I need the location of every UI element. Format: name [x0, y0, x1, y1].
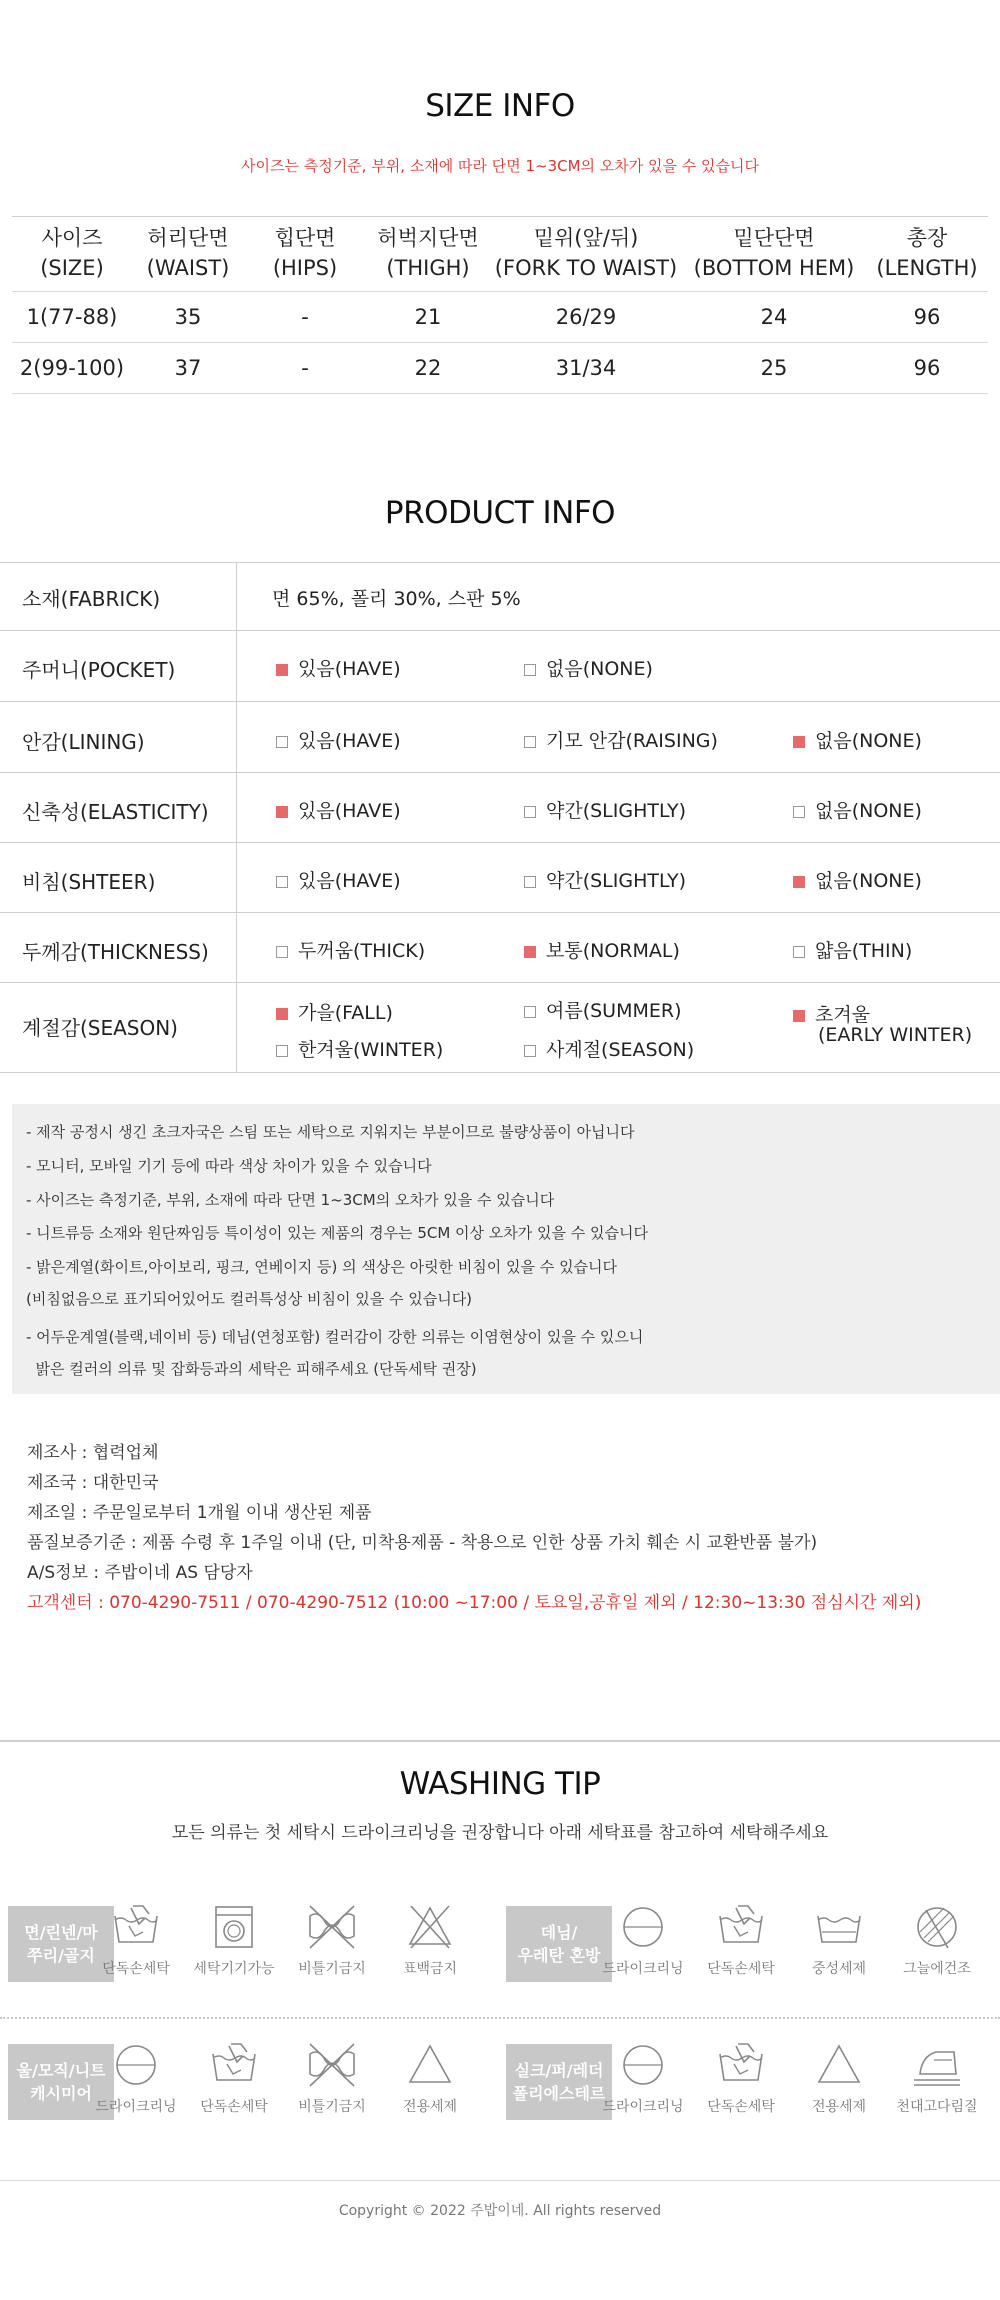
option-label: 약간(SLIGHTLY) [546, 870, 687, 892]
checkbox[interactable] [524, 946, 536, 958]
divider [236, 912, 237, 982]
row-label: 주머니(POCKET) [22, 658, 176, 682]
row-label: 두께감(THICKNESS) [22, 940, 209, 964]
size-table-header [12, 217, 988, 292]
table-cell: 37 [132, 343, 244, 394]
notice-line: - 어두운계열(블랙,네이비 등) 데님(연청포함) 컬러감이 강한 의류는 이염현상이 있을 수 있으니 [26, 1328, 644, 1346]
table-cell: 1(77-88) [12, 292, 132, 343]
option[interactable] [276, 726, 401, 753]
size-info-title: SIZE INFO [425, 88, 575, 124]
option[interactable] [524, 654, 653, 681]
option-label: 없음(NONE) [815, 730, 922, 752]
country: 제조국 : 대한민국 [27, 1473, 159, 1493]
early-winter-en: (EARLY WINTER) [818, 1024, 973, 1046]
col-header: 사이즈 (SIZE) [12, 217, 132, 292]
fabric-group-label: 울/모직/니트 캐시미어 [8, 2044, 114, 2120]
wash-instruction-label: 단독손세탁 [707, 1961, 775, 1977]
manufacturer: 제조사 : 협력업체 [27, 1443, 159, 1463]
option-summer[interactable]: 여름(SUMMER) [524, 996, 682, 1023]
wash-instruction [794, 2040, 884, 2116]
option[interactable] [793, 726, 922, 753]
wash-instruction [189, 1902, 279, 1978]
wash-instruction-label: 드라이크리닝 [95, 2099, 177, 2115]
notice-line: 밝은 컬러의 의류 및 잡화등과의 세탁은 피해주세요 (단독세탁 권장) [26, 1360, 477, 1378]
divider [236, 702, 237, 772]
checkbox[interactable] [524, 1006, 536, 1018]
divider [0, 1740, 1000, 1742]
season-row [0, 982, 1000, 1073]
wash-instruction-label: 비틀기금지 [298, 1961, 366, 1977]
wash-instruction [287, 2040, 377, 2116]
product-info-row [0, 842, 1000, 913]
hand-wash-icon [109, 1902, 163, 1952]
option[interactable] [276, 866, 401, 893]
no-bleach-icon [403, 1902, 457, 1952]
fabric-value: 면 65%, 폴리 30%, 스판 5% [272, 588, 521, 610]
checkbox[interactable] [793, 806, 805, 818]
product-info-row [0, 912, 1000, 983]
wash-instruction [794, 1902, 884, 1978]
divider [236, 842, 237, 912]
wash-instruction-label: 전용세제 [402, 2099, 458, 2115]
wash-instruction [598, 1902, 688, 1978]
col-header: 힙단면 (HIPS) [244, 217, 366, 292]
product-info-row [0, 702, 1000, 773]
table-cell: 25 [682, 343, 866, 394]
option-label: 보통(NORMAL) [546, 940, 680, 962]
checkbox[interactable] [276, 1008, 288, 1020]
neutral-detergent-icon [812, 1902, 866, 1952]
option-label: 없음(NONE) [815, 800, 922, 822]
option-label: 두꺼움(THICK) [298, 940, 426, 962]
wash-instruction [696, 2040, 786, 2116]
table-cell: - [244, 343, 366, 394]
checkbox[interactable] [793, 876, 805, 888]
table-cell: 21 [366, 292, 490, 343]
fabric-group-label: 실크/퍼/레더 폴리에스테르 [506, 2044, 612, 2120]
wash-instruction [385, 1902, 475, 1978]
option[interactable] [524, 726, 718, 753]
hand-wash-icon [207, 2040, 261, 2090]
notice-box [12, 1104, 1000, 1394]
size-info-note: 사이즈는 측정기준, 부위, 소재에 따라 단면 1~3CM의 오차가 있을 수 있습니다 [240, 157, 759, 175]
table-cell: 24 [682, 292, 866, 343]
divider [236, 772, 237, 842]
divider [236, 563, 237, 630]
as-info: A/S정보 : 주밥이네 AS 담당자 [27, 1563, 253, 1583]
option-label: 있음(HAVE) [298, 730, 401, 752]
dry-clean-icon [616, 1902, 670, 1952]
wash-instruction-label: 드라이크리닝 [602, 1961, 684, 1977]
washing-subtitle: 모든 의류는 첫 세탁시 드라이크리닝을 권장합니다 아래 세탁표를 참고하여 세탁해주세요 [171, 1823, 829, 1843]
divider [0, 2017, 1000, 2019]
row-label: 소재(FABRICK) [22, 587, 161, 611]
wash-instruction [598, 2040, 688, 2116]
divider [0, 2180, 1000, 2181]
shade-dry-icon [910, 1902, 964, 1952]
option-label: 없음(NONE) [546, 658, 653, 680]
copyright: Copyright © 2022 주밥이네. All rights reserved [338, 2203, 662, 2219]
table-cell: 22 [366, 343, 490, 394]
col-header: 총장 (LENGTH) [866, 217, 988, 292]
product-info-row [0, 630, 1000, 702]
checkbox[interactable] [793, 946, 805, 958]
hand-wash-icon [714, 1902, 768, 1952]
wash-instruction [696, 1902, 786, 1978]
table-cell: 31/34 [490, 343, 682, 394]
checkbox[interactable] [524, 876, 536, 888]
iron-over-cloth-icon [910, 2040, 964, 2090]
option[interactable] [276, 654, 401, 681]
wash-instruction [892, 1902, 982, 1978]
table-cell: 2(99-100) [12, 343, 132, 394]
wash-instruction [892, 2040, 982, 2116]
option-all-season[interactable]: 사계절(SEASON) [524, 1035, 694, 1062]
notice-line: - 사이즈는 측정기준, 부위, 소재에 따라 단면 1~3CM의 오차가 있을 수 있습니다 [26, 1191, 555, 1209]
checkbox[interactable] [276, 946, 288, 958]
row-label: 신축성(ELASTICITY) [22, 800, 209, 824]
option[interactable] [793, 796, 922, 823]
wash-instruction [91, 1902, 181, 1978]
checkbox[interactable] [276, 876, 288, 888]
option[interactable] [524, 866, 686, 893]
option-label: 기모 안감(RAISING) [546, 730, 718, 752]
checkbox[interactable] [793, 736, 805, 748]
table-cell: 96 [866, 292, 988, 343]
wash-instruction-label: 단독손세탁 [707, 2099, 775, 2115]
wash-instruction-label: 천대고다림질 [896, 2099, 978, 2115]
fabric-group-label: 데님/ 우레탄 혼방 [506, 1906, 612, 1982]
size-table [12, 216, 988, 394]
option[interactable] [793, 936, 912, 963]
wash-instruction-label: 그늘에건조 [903, 1961, 971, 1977]
option[interactable] [276, 796, 401, 823]
wash-instruction-label: 비틀기금지 [298, 2099, 366, 2115]
option[interactable] [793, 866, 922, 893]
wash-instruction [385, 2040, 475, 2116]
checkbox[interactable] [524, 806, 536, 818]
row-label: 비침(SHTEER) [22, 870, 156, 894]
no-wring-icon [305, 1902, 359, 1952]
table-cell: 26/29 [490, 292, 682, 343]
wash-instruction-label: 드라이크리닝 [602, 2099, 684, 2115]
fabric-group-label: 면/린넨/마 쭈리/골지 [8, 1906, 114, 1982]
table-row [12, 292, 988, 343]
notice-line: - 모니터, 모바일 기기 등에 따라 색상 차이가 있을 수 있습니다 [26, 1157, 432, 1175]
wash-instruction-label: 단독손세탁 [200, 2099, 268, 2115]
hand-wash-icon [714, 2040, 768, 2090]
col-header: 허리단면 (WAIST) [132, 217, 244, 292]
wash-instruction-label: 전용세제 [811, 2099, 867, 2115]
wash-instruction-label: 세탁기기가능 [193, 1961, 275, 1977]
option-fall[interactable]: 가을(FALL) [276, 998, 393, 1025]
option-winter[interactable]: 한겨울(WINTER) [276, 1035, 443, 1062]
divider [236, 630, 237, 701]
option-label: 얇음(THIN) [815, 940, 913, 962]
row-label: 안감(LINING) [22, 730, 145, 754]
washing-title: WASHING TIP [399, 1766, 601, 1802]
checkbox[interactable] [793, 1010, 805, 1022]
option-label: 약간(SLIGHTLY) [546, 800, 687, 822]
washing-machine-icon [207, 1902, 261, 1952]
option-label: 없음(NONE) [815, 870, 922, 892]
product-info-row [0, 772, 1000, 843]
wash-instruction [287, 1902, 377, 1978]
table-cell: 96 [866, 343, 988, 394]
warranty: 품질보증기준 : 제품 수령 후 1주일 이내 (단, 미착용제품 - 착용으로 인한 상품 가치 훼손 시 교환반품 불가) [27, 1533, 818, 1553]
option[interactable] [276, 936, 425, 963]
checkbox[interactable] [276, 1045, 288, 1057]
no-wring-icon [305, 2040, 359, 2090]
wash-instruction-label: 표백금지 [402, 1961, 458, 1977]
dry-clean-icon [616, 2040, 670, 2090]
notice-line: - 밝은계열(화이트,아이보리, 핑크, 연베이지 등) 의 색상은 아릿한 비침이 있을 수 있습니다 [26, 1258, 618, 1276]
table-cell: 35 [132, 292, 244, 343]
col-header: 밑위(앞/뒤) (FORK TO WAIST) [490, 217, 682, 292]
option[interactable] [524, 936, 680, 963]
checkbox[interactable] [524, 664, 536, 676]
notice-line: (비침없음으로 표기되어있어도 컬러특성상 비침이 있을 수 있습니다) [26, 1290, 473, 1308]
customer-center: 고객센터 : 070-4290-7511 / 070-4290-7512 (10:00 ~17:00 / 토요일,공휴일 제외 / 12:30~13:30 점심시간 제외) [27, 1593, 922, 1613]
option-label: 있음(HAVE) [298, 658, 401, 680]
special-detergent-icon [812, 2040, 866, 2090]
row-label: 계절감(SEASON) [22, 1016, 178, 1040]
manufacture-date: 제조일 : 주문일로부터 1개월 이내 생산된 제품 [27, 1503, 372, 1523]
checkbox[interactable] [276, 664, 288, 676]
wash-instruction-label: 단독손세탁 [102, 1961, 170, 1977]
notice-line: - 제작 공정시 생긴 초크자국은 스팀 또는 세탁으로 지워지는 부분이므로 불량상품이 아닙니다 [26, 1123, 635, 1141]
option-early-winter[interactable]: 초겨울 [793, 1000, 870, 1027]
checkbox[interactable] [524, 1045, 536, 1057]
option-label: 있음(HAVE) [298, 870, 401, 892]
wash-instruction-label: 중성세제 [811, 1961, 867, 1977]
wash-instruction [189, 2040, 279, 2116]
fabric-row [0, 563, 1000, 631]
dry-clean-icon [109, 2040, 163, 2090]
product-info-title: PRODUCT INFO [384, 495, 616, 531]
col-header: 허벅지단면 (THIGH) [366, 217, 490, 292]
option-label: 있음(HAVE) [298, 800, 401, 822]
checkbox[interactable] [276, 806, 288, 818]
wash-instruction [91, 2040, 181, 2116]
option[interactable] [524, 796, 686, 823]
table-row [12, 343, 988, 394]
col-header: 밑단단면 (BOTTOM HEM) [682, 217, 866, 292]
notice-line: - 니트류등 소재와 원단짜임등 특이성이 있는 제품의 경우는 5CM 이상 오차가 있을 수 있습니다 [26, 1224, 648, 1242]
divider [236, 982, 237, 1072]
checkbox[interactable] [276, 736, 288, 748]
checkbox[interactable] [524, 736, 536, 748]
special-detergent-icon [403, 2040, 457, 2090]
table-cell: - [244, 292, 366, 343]
